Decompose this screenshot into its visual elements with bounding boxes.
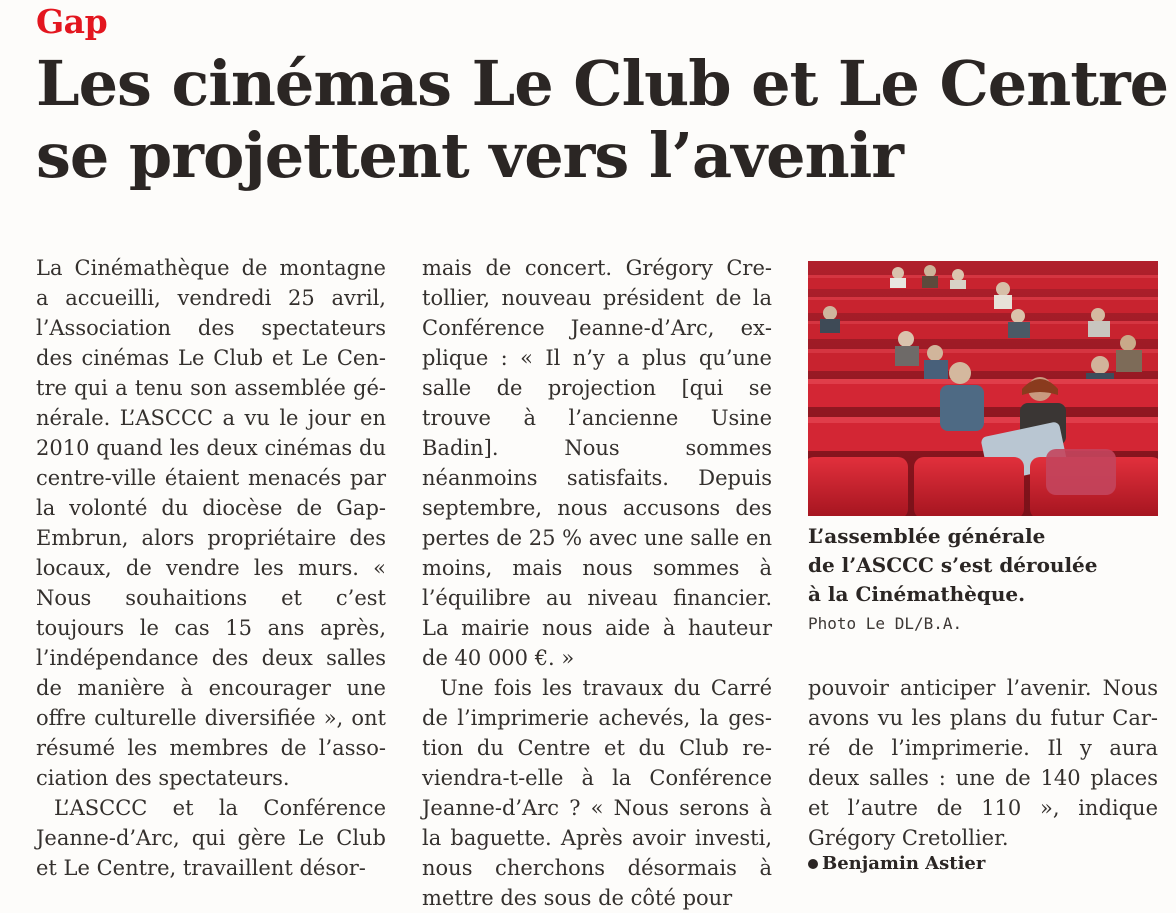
headline-line-2: se projettent vers l’avenir	[36, 119, 903, 192]
photo-credit: Photo Le DL/B.A.	[808, 614, 963, 633]
photo-caption	[808, 522, 1168, 609]
author-byline	[808, 853, 985, 874]
paragraph: La Cinémathèque de montagne a accueilli, vendredi 25 avril, l’Association des spectateurs des cinémas Le Club et Le Centre qui a tenu son assemblée générale. L’ASCCC a vu le jour en 2010 quand les deux cinémas du centre-ville étaient menacés par la volonté du diocèse de Gap-Embrun, alors propriétaire des locaux, de vendre les murs. « Nous souhaitions et c’est toujours le cas 15 ans après, l’indépendance des deux salles de manière à encourager une offre culturelle diversifiée », ont résumé les membres de l’association des spectateurs.	[36, 256, 386, 790]
paragraph: L’ASCCC et la Conférence Jeanne-d’Arc, qui gère Le Club et Le Centre, travaillent désor-	[36, 796, 386, 880]
caption-line: L’assemblée générale	[808, 524, 1046, 548]
caption-line: de l’ASCCC s’est déroulée	[808, 553, 1098, 577]
article-column-3	[808, 673, 1158, 853]
paragraph: mais de concert. Grégory Cretollier, nouveau président de la Conférence Jeanne-d’Arc, explique : « Il n’y a plus qu’une salle de projection [qui se trouve à l’ancienne Usine Badin]. Nous sommes néanmoins satisfaits. Depuis septembre, nous accusons des pertes de 25 % avec une salle en moins, mais nous sommes à l’équilibre au niveau financier. La mairie nous aide à hauteur de 40 000 €. »	[422, 256, 772, 670]
caption-line: à la Cinémathèque.	[808, 582, 1026, 606]
author-name: Benjamin Astier	[822, 853, 986, 874]
article-headline	[36, 47, 1169, 192]
paragraph: pouvoir anticiper l’avenir. Nous avons vu les plans du futur Carré de l’imprimerie. Il y aura deux salles : une de 140 places et l’autre de 110 », indique Grégory Cretollier.	[808, 676, 1158, 850]
article-column-1	[36, 253, 386, 883]
article-column-2	[422, 253, 772, 913]
section-kicker: Gap	[36, 2, 108, 41]
audience-illustration	[808, 261, 1158, 516]
bullet-icon	[808, 859, 818, 869]
headline-line-1: Les cinémas Le Club et Le Centre	[36, 47, 1169, 120]
cinema-audience-photo	[808, 261, 1158, 516]
paragraph: Une fois les travaux du Carré de l’imprimerie achevés, la gestion du Centre et du Club reviendra-t-elle à la Conférence Jeanne-d’Arc ? « Nous serons à la baguette. Après avoir investi, nous cherchons désormais à mettre des sous de côté pour	[422, 676, 772, 910]
